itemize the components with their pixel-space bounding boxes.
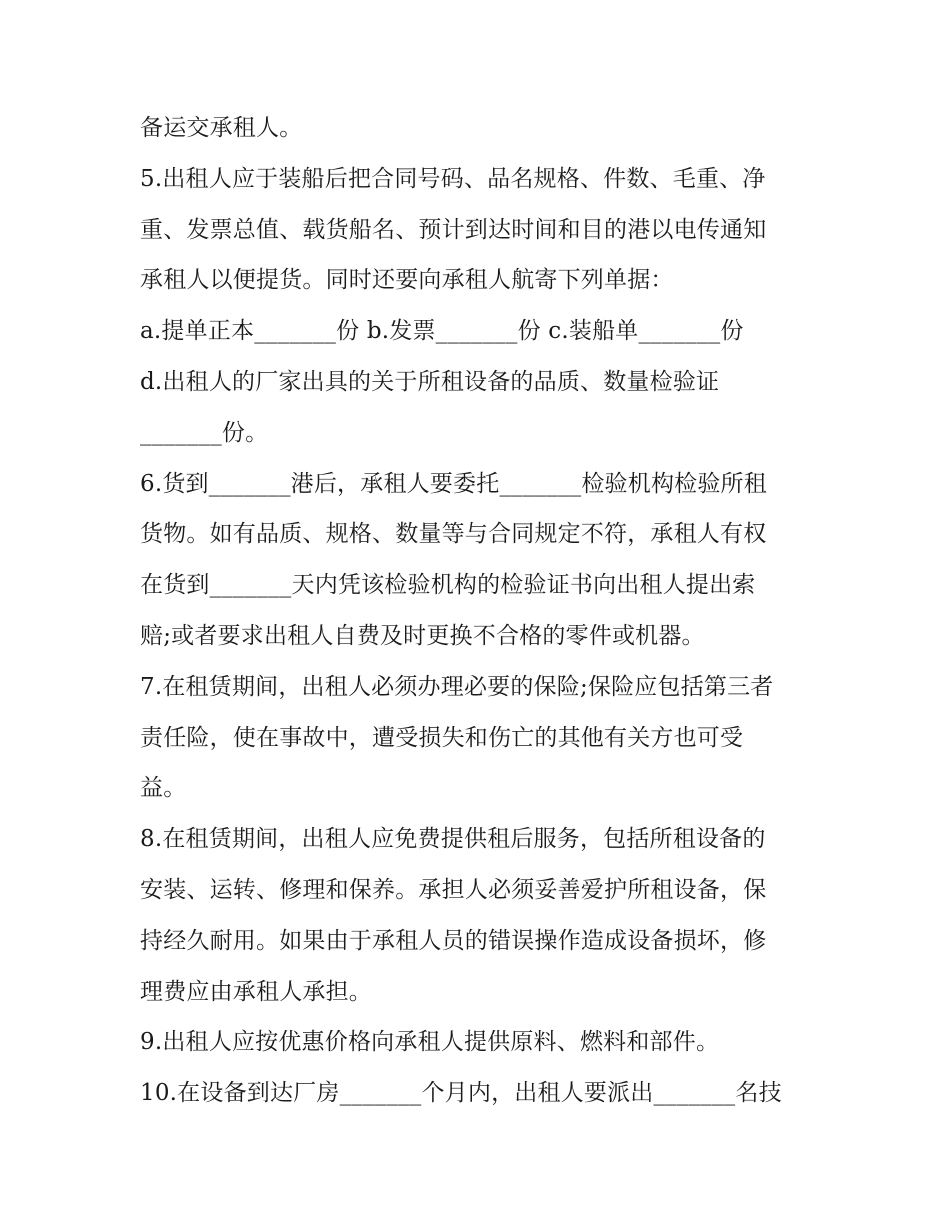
contract-text [140,103,820,1119]
text-line: 5.出租人应于装船后把合同号码、品名规格、件数、毛重、净 [140,165,766,192]
text-line: 责任险，使在事故中，遭受损失和伤亡的其他有关方也可受 [140,724,744,751]
text-line: 安装、运转、修理和保养。承担人必须妥善爱护所租设备，保 [140,876,767,903]
text-line: a.提单正本_______份 b.发票_______份 c.装船单_______份 [140,318,744,345]
text-line: 持经久耐用。如果由于承租人员的错误操作造成设备损坏，修 [140,927,767,954]
text-line: 7.在租赁期间，出租人必须办理必要的保险;保险应包括第三者 [140,673,774,700]
text-line: 益。 [140,775,187,802]
text-line: d.出租人的厂家出具的关于所租设备的品质、数量检验证 [140,368,720,395]
text-line: 10.在设备到达厂房_______个月内，出租人要派出_______名技 [140,1080,782,1107]
text-line: 货物。如有品质、规格、数量等与合同规定不符，承租人有权 [140,521,767,548]
text-line: 重、发票总值、载货船名、预计到达时间和目的港以电传通知 [140,216,767,243]
text-line: 9.出租人应按优惠价格向承租人提供原料、燃料和部件。 [140,1029,720,1056]
text-line: 承租人以便提货。同时还要向承租人航寄下列单据： [140,267,674,294]
text-line: 赔;或者要求出租人自费及时更换不合格的零件或机器。 [140,622,705,649]
text-line: 6.货到_______港后，承租人要委托_______检验机构检验所租 [140,470,767,497]
text-line: 理费应由承租人承担。 [140,978,372,1005]
text-line: _______份。 [140,419,269,446]
text-line: 备运交承租人。 [140,115,303,141]
text-line: 在货到_______天内凭该检验机构的检验证书向出租人提出索 [140,572,756,599]
text-line: 8.在租赁期间，出租人应免费提供租后服务，包括所租设备的 [140,826,766,853]
